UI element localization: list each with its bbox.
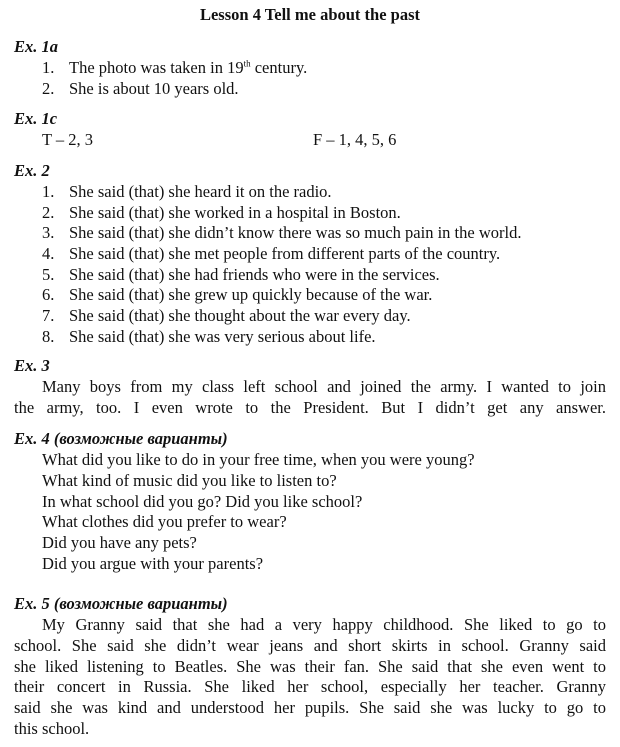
item-number: 2. [42,202,55,222]
item-text: The photo was taken in 19 [69,58,244,77]
item-number: 1. [42,58,55,77]
question-item: Did you argue with your parents? [42,553,264,573]
question-item: In what school did you go? Did you like school? [42,491,363,511]
item-number: 3. [42,223,55,243]
ex4-heading: Ex. 4 (возможные варианты) [14,429,228,448]
ex4-list [42,450,475,575]
question-item: Did you have any pets? [42,533,197,553]
item-text: She said (that) she worked in a hospital in Boston. [69,202,401,222]
paragraph-line: she liked listening to Beatles. She was their fan. She said that she even went to [14,656,606,676]
item-number: 5. [42,264,55,284]
list-item [42,306,521,327]
item-text: She said (that) she grew up quickly because of the war. [69,285,433,305]
question-item: What kind of music did you like to listen to? [42,470,337,490]
item-number: 1. [42,182,55,201]
ex1a-list [42,58,307,99]
ex5-paragraph [14,615,606,740]
item-text: She said (that) she heard it on the radio. [69,182,332,201]
paragraph-line: My Granny said that she had a very happy childhood. She liked to go to [42,615,606,634]
list-item [42,327,521,348]
item-text: She is about 10 years old. [69,78,239,98]
question-item: What did you like to do in your free time, when you were young? [42,450,475,469]
list-item [42,223,521,244]
item-text: She said (that) she thought about the war every day. [69,306,411,326]
superscript: th [243,58,251,69]
list-item [42,182,521,203]
paragraph-line: the army, too. I even wrote to the President. But I didn’t get any answer. [14,397,606,417]
page-title: Lesson 4 Tell me about the past [199,5,421,24]
paragraph-line: school. She said she didn’t wear jeans and short skirts in school. Granny said [14,635,606,655]
ex5-heading: Ex. 5 (возможные варианты) [14,594,228,613]
paragraph-line: this school. [14,718,90,738]
ex1c-heading: Ex. 1c [14,109,58,128]
item-text: She said (that) she didn’t know there was so much pain in the world. [69,223,522,243]
item-number: 8. [42,326,55,346]
false-answers: F – 1, 4, 5, 6 [313,130,397,149]
item-number: 4. [42,244,55,264]
question-item: What clothes did you prefer to wear? [42,512,287,532]
item-text: century. [250,58,308,77]
ex3-paragraph [14,377,606,419]
item-number: 7. [42,306,55,326]
list-item [42,244,521,265]
paragraph-line: said she was kind and understood her pupils. She said she was lucky to go to [14,698,606,718]
item-text: She said (that) she had friends who were in the services. [69,264,440,284]
paragraph-line: their concert in Russia. She liked her school, especially her teacher. Granny [14,677,606,697]
list-item [42,265,521,286]
paragraph-line: Many boys from my class left school and joined the army. I wanted to join [42,377,606,396]
true-answers: T – 2, 3 [42,130,94,149]
ex1a-heading: Ex. 1a [14,37,59,56]
item-number: 6. [42,285,55,305]
item-text: She said (that) she met people from different parts of the country. [69,244,501,264]
ex2-heading: Ex. 2 [14,161,50,180]
list-item [42,285,521,306]
ex3-heading: Ex. 3 [14,356,50,375]
ex2-list [42,182,521,348]
list-item [42,203,521,224]
list-item [42,58,307,79]
item-text: She said (that) she was very serious about life. [69,326,376,346]
item-number: 2. [42,78,55,98]
list-item [42,79,307,100]
